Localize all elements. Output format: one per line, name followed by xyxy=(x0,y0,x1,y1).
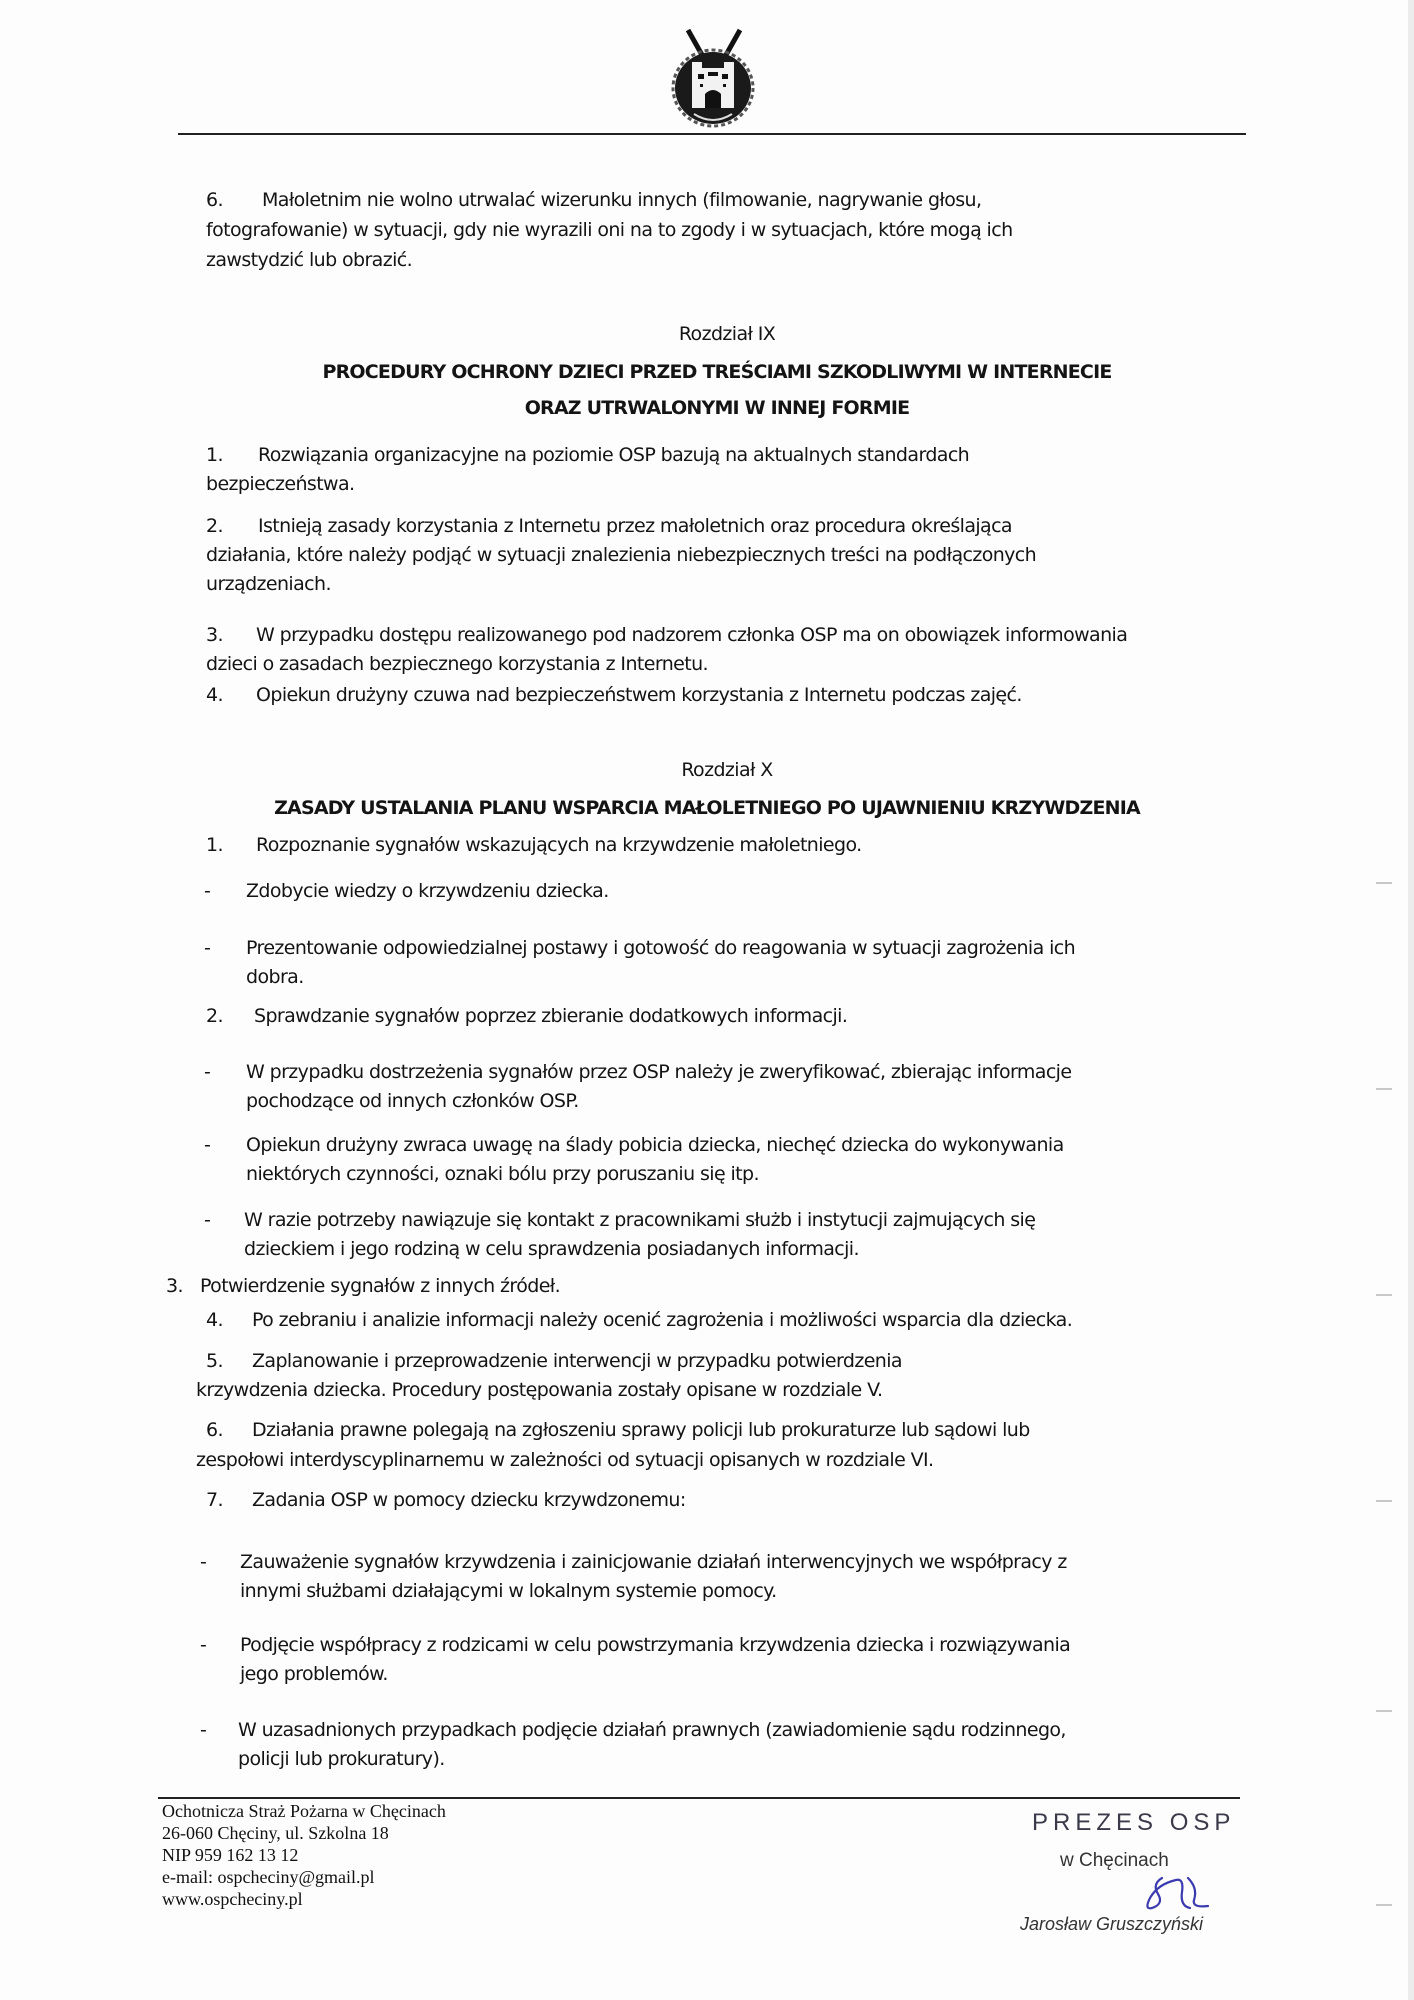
item-text: Rozpoznanie sygnałów wskazujących na krzywdzenie małoletniego. xyxy=(256,834,862,856)
stamp-name: Jarosław Gruszczyński xyxy=(1020,1914,1204,1934)
item-text: zawstydzić lub obrazić. xyxy=(206,249,413,271)
item-text: Potwierdzenie sygnałów z innych źródeł. xyxy=(200,1275,561,1297)
item-text: policji lub prokuratury). xyxy=(238,1748,445,1770)
item-text: Opiekun drużyny zwraca uwagę na ślady pobicia dziecka, niechęć dziecka do wykonywania xyxy=(246,1134,1064,1156)
item-number: 1. xyxy=(206,444,223,466)
item-number: 6. xyxy=(206,189,223,211)
chapter-title: PROCEDURY OCHRONY DZIECI PRZED TREŚCIAMI SZKODLIWYMI W INTERNECIE xyxy=(322,361,1112,383)
stamp-title: PREZES OSP xyxy=(1032,1809,1236,1836)
item-number: 1. xyxy=(206,834,223,856)
item-text: Istnieją zasady korzystania z Internetu przez małoletnich oraz procedura określająca xyxy=(258,515,1012,537)
item-text: fotografowanie) w sytuacji, gdy nie wyrazili oni na to zgody i w sytuacjach, które mogą ich xyxy=(206,219,1013,241)
item-text: Zaplanowanie i przeprowadzenie interwencji w przypadku potwierdzenia xyxy=(252,1350,902,1372)
scan-mark xyxy=(1376,1294,1392,1296)
org-nip: NIP 959 162 13 12 xyxy=(162,1845,299,1865)
item-number: 5. xyxy=(206,1350,223,1372)
item-text: W przypadku dostępu realizowanego pod nadzorem członka OSP ma on obowiązek informowania xyxy=(256,624,1128,646)
item-text: dzieci o zasadach bezpiecznego korzystania z Internetu. xyxy=(206,653,708,675)
org-address: 26-060 Chęciny, ul. Szkolna 18 xyxy=(162,1823,389,1843)
bullet-dash: - xyxy=(204,1134,211,1156)
item-number: 3. xyxy=(206,624,223,646)
bullet-dash: - xyxy=(204,880,211,902)
item-number: 4. xyxy=(206,684,223,706)
president-stamp xyxy=(1012,1808,1302,1958)
bullet-dash: - xyxy=(200,1551,207,1573)
header-rule xyxy=(178,133,1246,135)
chapter-title: ORAZ UTRWALONYMI W INNEJ FORMIE xyxy=(524,397,910,419)
stamp-location: w Chęcinach xyxy=(1060,1850,1169,1871)
item-text: W uzasadnionych przypadkach podjęcie działań prawnych (zawiadomienie sądu rodzinnego, xyxy=(238,1719,1066,1741)
footer-contact xyxy=(162,1800,446,1910)
chapter-label: Rozdział X xyxy=(681,759,773,781)
bullet-dash: - xyxy=(204,1061,211,1083)
item-number: 7. xyxy=(206,1489,223,1511)
item-number: 2. xyxy=(206,1005,223,1027)
item-text: Po zebraniu i analizie informacji należy ocenić zagrożenia i możliwości wsparcia dla dziecka. xyxy=(252,1309,1073,1331)
item-text: innymi służbami działającymi w lokalnym systemie pomocy. xyxy=(240,1580,777,1602)
item-text: Sprawdzanie sygnałów poprzez zbieranie dodatkowych informacji. xyxy=(254,1005,848,1027)
item-text: Opiekun drużyny czuwa nad bezpieczeństwem korzystania z Internetu podczas zajęć. xyxy=(256,684,1022,706)
coat-of-arms-icon xyxy=(664,26,762,130)
chapter-label: Rozdział IX xyxy=(678,323,776,345)
chapter-title: ZASADY USTALANIA PLANU WSPARCIA MAŁOLETNIEGO PO UJAWNIENIU KRZYWDZENIA xyxy=(274,797,1140,819)
org-email[interactable]: e-mail: ospcheciny@gmail.pl xyxy=(162,1867,375,1887)
bullet-dash: - xyxy=(204,937,211,959)
item-text: W razie potrzeby nawiązuje się kontakt z pracownikami służb i instytucji zajmujących się xyxy=(244,1209,1036,1231)
item-text: działania, które należy podjąć w sytuacji znalezienia niebezpiecznych treści na podłączonych xyxy=(206,544,1037,566)
item-number: 2. xyxy=(206,515,223,537)
scan-mark xyxy=(1376,1904,1392,1906)
scan-mark xyxy=(1376,1500,1392,1502)
item-text: Zadania OSP w pomocy dziecku krzywdzonemu: xyxy=(252,1489,686,1511)
item-text: Zdobycie wiedzy o krzywdzeniu dziecka. xyxy=(246,880,609,902)
item-number: 6. xyxy=(206,1419,223,1441)
org-website[interactable]: www.ospcheciny.pl xyxy=(162,1889,303,1909)
org-name: Ochotnicza Straż Pożarna w Chęcinach xyxy=(162,1801,446,1821)
bullet-dash: - xyxy=(200,1634,207,1656)
item-text: pochodzące od innych członków OSP. xyxy=(246,1090,579,1112)
scan-mark xyxy=(1376,1710,1392,1712)
item-text: dobra. xyxy=(246,966,304,988)
bullet-dash: - xyxy=(200,1719,207,1741)
bullet-dash: - xyxy=(204,1209,211,1231)
item-text: urządzeniach. xyxy=(206,573,331,595)
item-text: dzieckiem i jego rodziną w celu sprawdzenia posiadanych informacji. xyxy=(244,1238,859,1260)
scan-mark xyxy=(1376,882,1392,884)
item-text: Prezentowanie odpowiedzialnej postawy i gotowość do reagowania w sytuacji zagrożenia ich xyxy=(246,937,1076,959)
item-text: Rozwiązania organizacyjne na poziomie OSP bazują na aktualnych standardach xyxy=(258,444,970,466)
item-text: Zauważenie sygnałów krzywdzenia i zainicjowanie działań interwencyjnych we współpracy z xyxy=(240,1551,1067,1573)
footer-rule xyxy=(158,1797,1240,1799)
item-number: 4. xyxy=(206,1309,223,1331)
item-text: jego problemów. xyxy=(240,1663,388,1685)
item-text: Podjęcie współpracy z rodzicami w celu powstrzymania krzywdzenia dziecka i rozwiązywania xyxy=(240,1634,1071,1656)
item-text: zespołowi interdyscyplinarnemu w zależności od sytuacji opisanych w rozdziale VI. xyxy=(196,1449,934,1471)
item-text: krzywdzenia dziecka. Procedury postępowania zostały opisane w rozdziale V. xyxy=(196,1379,883,1401)
item-text: bezpieczeństwa. xyxy=(206,473,355,495)
scan-mark xyxy=(1376,1088,1392,1090)
item-text: Małoletnim nie wolno utrwalać wizerunku innych (filmowanie, nagrywanie głosu, xyxy=(262,189,982,211)
item-text: Działania prawne polegają na zgłoszeniu sprawy policji lub prokuraturze lub sądowi lub xyxy=(252,1419,1030,1441)
item-text: W przypadku dostrzeżenia sygnałów przez OSP należy je zweryfikować, zbierając informacje xyxy=(246,1061,1072,1083)
page-edge xyxy=(1408,0,1414,2000)
item-number: 3. xyxy=(166,1275,183,1297)
item-text: niektórych czynności, oznaki bólu przy poruszaniu się itp. xyxy=(246,1163,759,1185)
